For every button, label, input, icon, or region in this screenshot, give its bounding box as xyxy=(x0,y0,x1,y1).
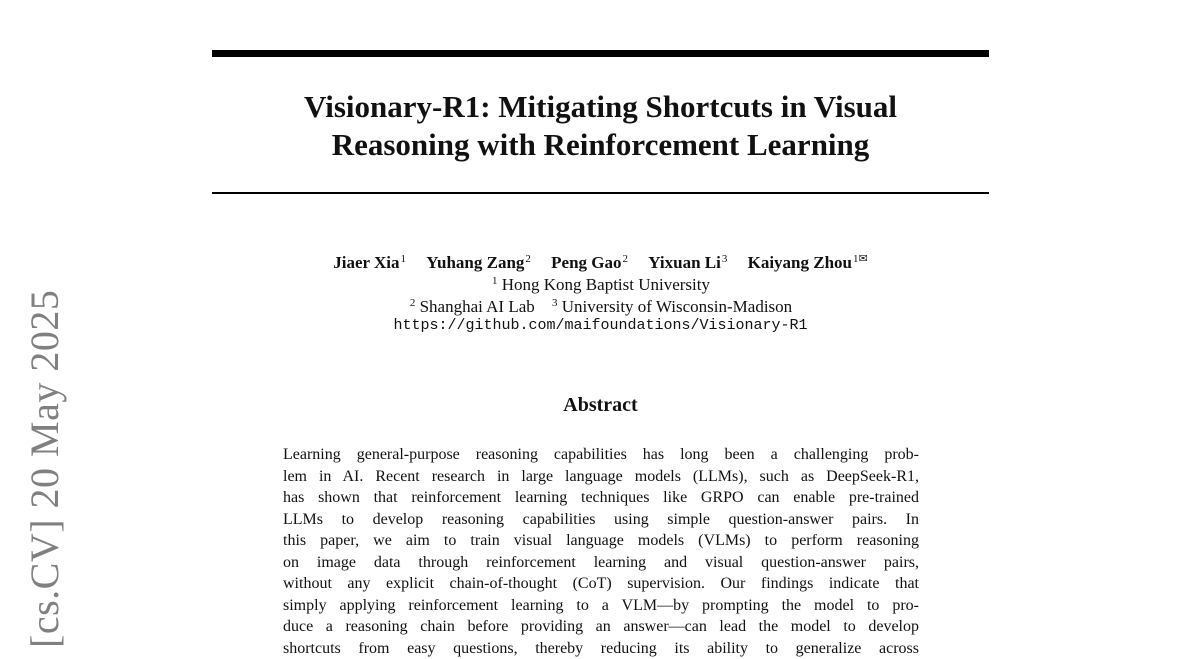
abstract-heading: Abstract xyxy=(212,392,989,418)
affiliation-line-2 xyxy=(212,292,989,318)
author-affiliation-mark: 1✉ xyxy=(853,253,868,265)
top-rule xyxy=(212,50,989,57)
paper-title-line-2: Reasoning with Reinforcement Learning xyxy=(212,126,989,164)
abstract-line: LLMs to develop reasoning capabilities using simple question-answer pairs. In xyxy=(283,509,919,531)
author-name: Yixuan Li xyxy=(648,253,721,272)
affiliation xyxy=(551,297,792,316)
abstract-line: on image data through reinforcement learning and visual question-answer pairs, xyxy=(283,552,919,574)
abstract-line: this paper, we aim to train visual language models (VLMs) to perform reasoning xyxy=(283,530,919,552)
arxiv-side-stamp: [cs.CV] 20 May 2025 xyxy=(22,290,68,648)
abstract-line: duce a reasoning chain before providing an answer—can lead the model to develop xyxy=(283,616,919,638)
affiliation-name: University of Wisconsin-Madison xyxy=(562,297,792,316)
paper-title-line-1: Visionary-R1: Mitigating Shortcuts in Visual xyxy=(212,88,989,126)
title-bottom-rule xyxy=(212,192,989,194)
affiliation-name: Hong Kong Baptist University xyxy=(502,275,710,294)
affiliation-mark: 2 xyxy=(410,297,416,309)
author-affiliation-mark: 2 xyxy=(525,253,531,265)
affiliation-name: Shanghai AI Lab xyxy=(420,297,535,316)
author-name: Kaiyang Zhou xyxy=(748,253,852,272)
abstract-line: without any explicit chain-of-thought (CoT) supervision. Our findings indicate that xyxy=(283,573,919,595)
abstract-line: simply applying reinforcement learning to a VLM—by prompting the model to pro- xyxy=(283,595,919,617)
paper-title xyxy=(212,88,989,164)
author-affiliation-mark: 1 xyxy=(401,253,407,265)
affiliation-mark: 1 xyxy=(492,275,498,287)
author-affiliation-mark: 2 xyxy=(623,253,629,265)
abstract-line: shortcuts from easy questions, thereby reducing its ability to generalize across xyxy=(283,638,919,659)
author-name: Peng Gao xyxy=(551,253,621,272)
author-name: Jiaer Xia xyxy=(333,253,399,272)
project-url[interactable]: https://github.com/maifoundations/Visionary-R1 xyxy=(212,316,989,336)
abstract-line: lem in AI. Recent research in large language models (LLMs), such as DeepSeek-R1, xyxy=(283,466,919,488)
author-affiliation-mark: 3 xyxy=(722,253,728,265)
abstract-line: Learning general-purpose reasoning capabilities has long been a challenging prob- xyxy=(283,444,919,466)
author-name: Yuhang Zang xyxy=(426,253,524,272)
abstract-line: has shown that reinforcement learning techniques like GRPO can enable pre-trained xyxy=(283,487,919,509)
abstract-body xyxy=(283,444,919,659)
affiliation-mark: 3 xyxy=(552,297,558,309)
affiliation xyxy=(409,297,535,316)
